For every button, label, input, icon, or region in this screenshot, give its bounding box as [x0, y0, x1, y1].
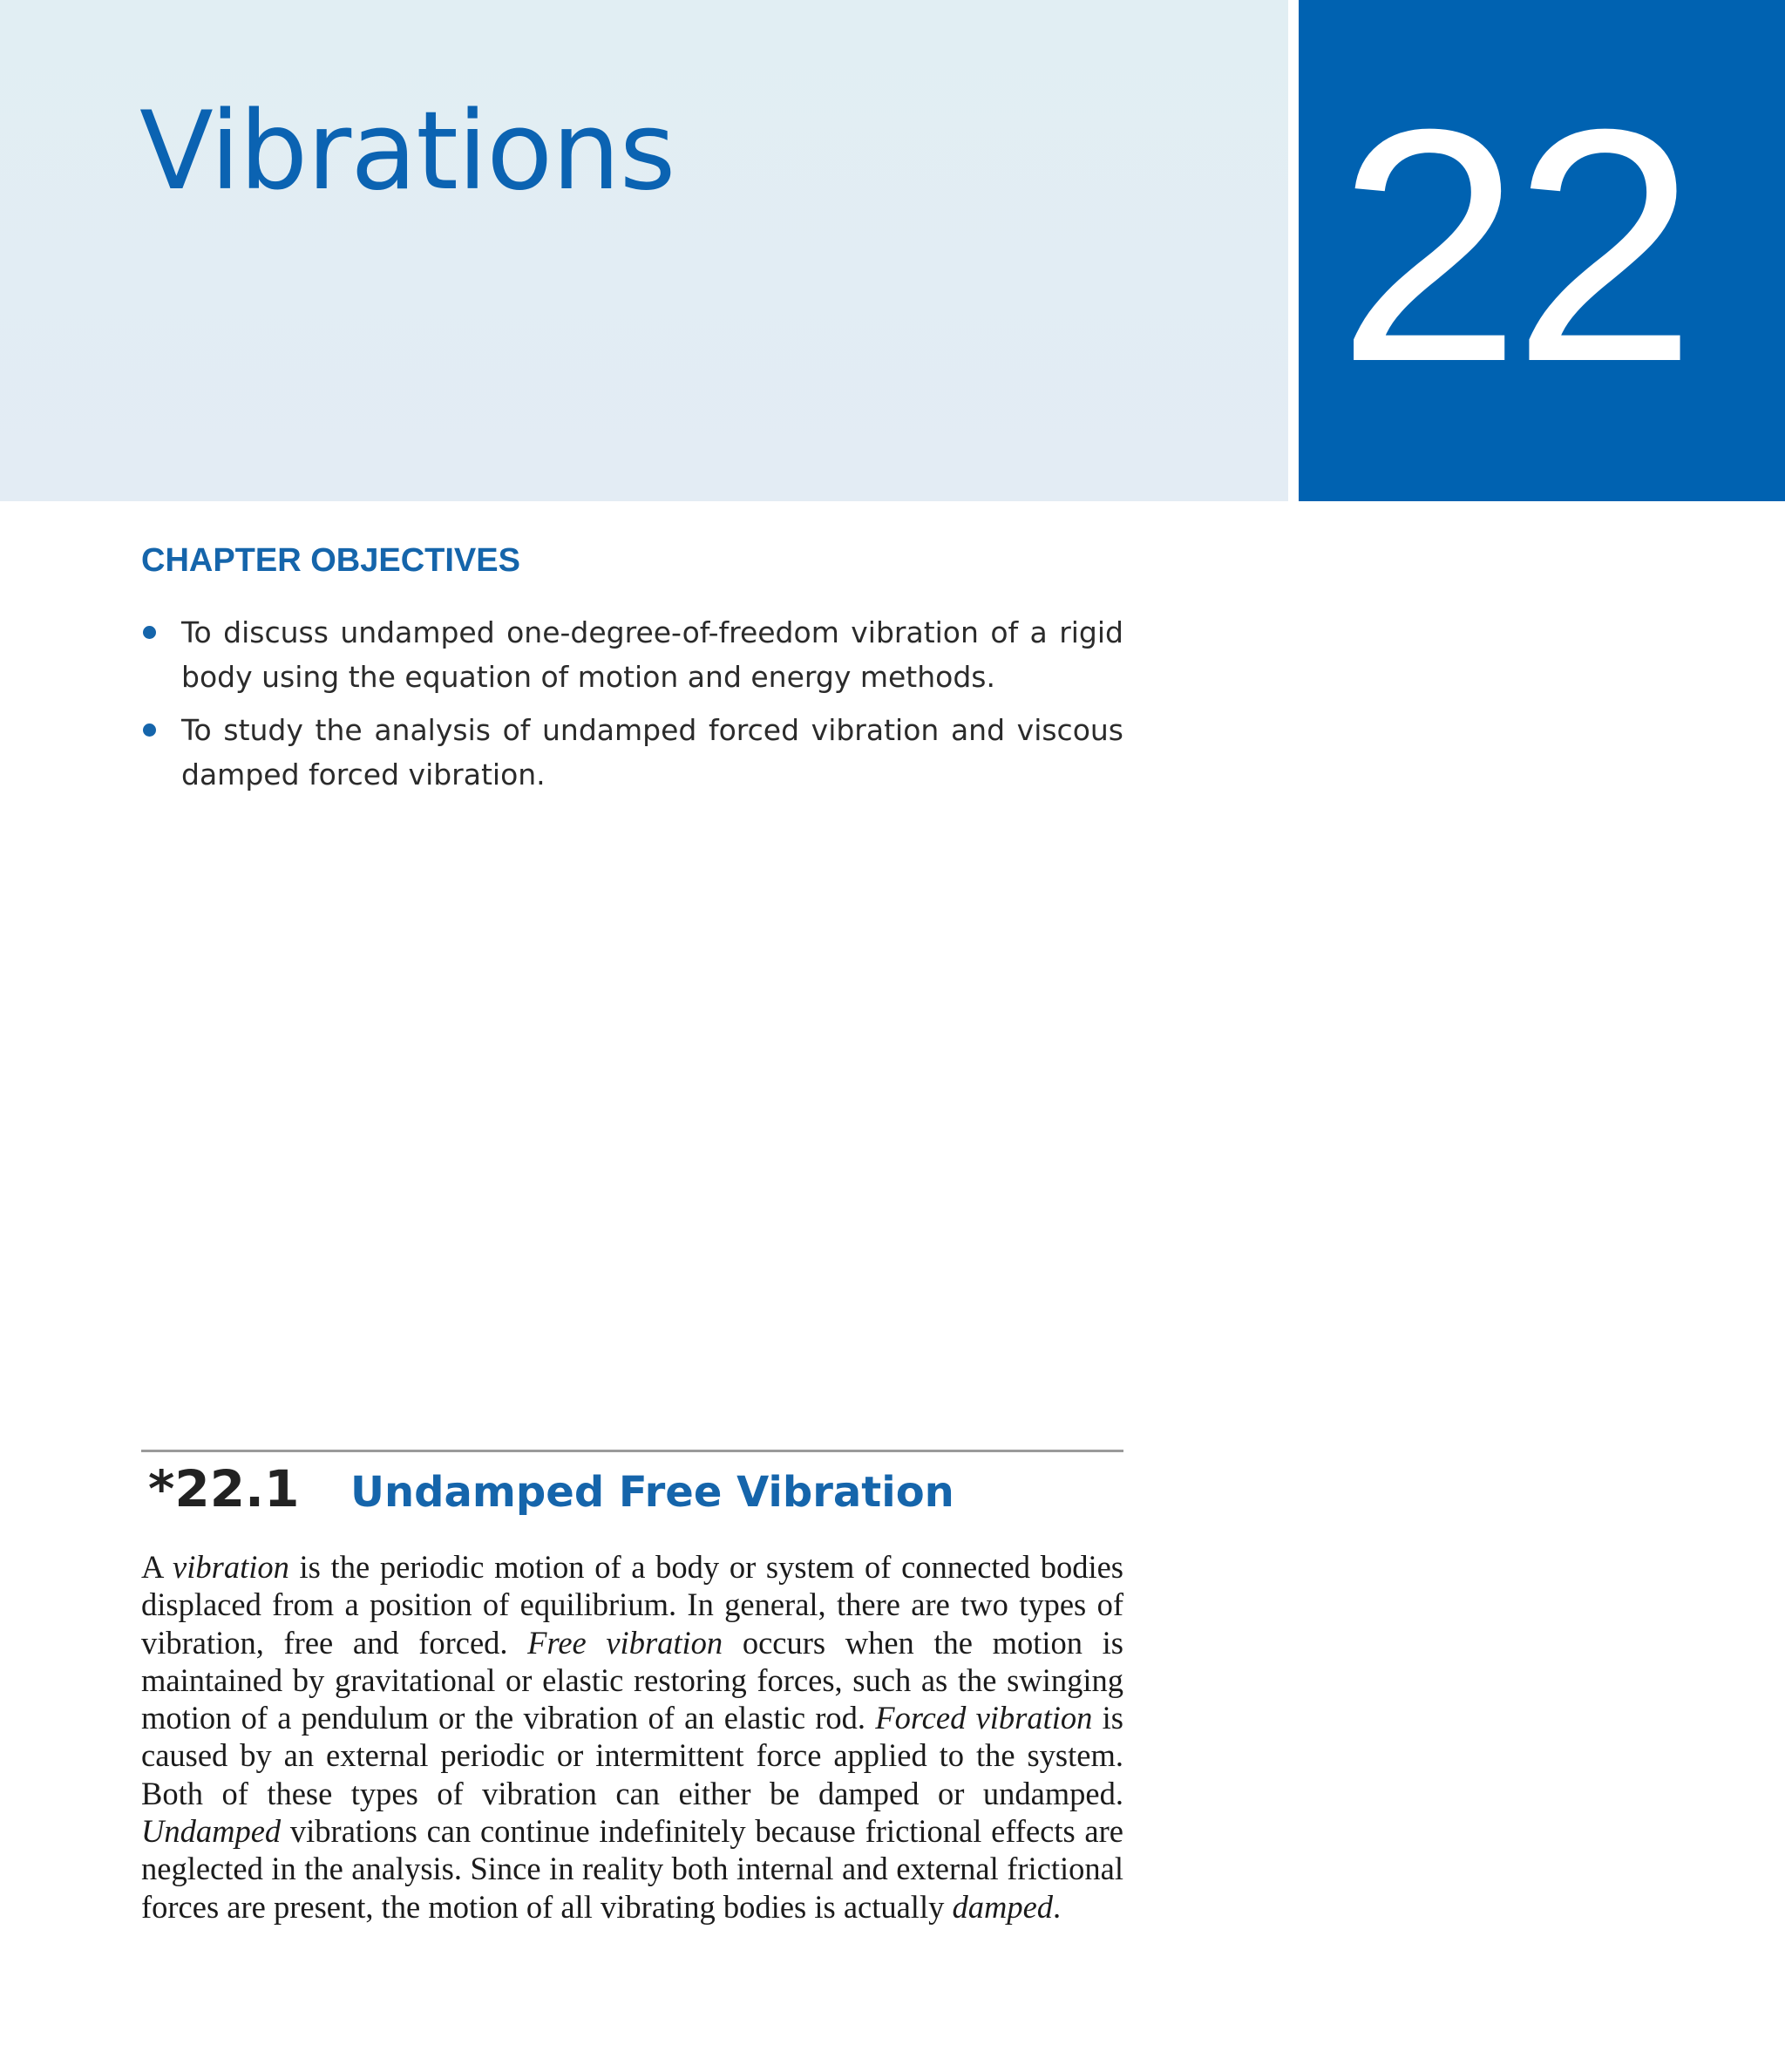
bullet-dot-icon: [143, 626, 156, 639]
term-undamped: Undamped: [141, 1813, 282, 1850]
term-free-vibration: Free vibration: [527, 1624, 723, 1661]
term-damped: damped: [952, 1888, 1054, 1925]
objectives-heading: CHAPTER OBJECTIVES: [141, 542, 520, 579]
chapter-title-band: [0, 0, 1288, 501]
objectives-list: [141, 610, 1123, 805]
chapter-number: 22: [1337, 60, 1688, 431]
body-text-run: vibrations can continue indefinitely because frictional effects are neglected in the analysis. Since in reality both internal and external frictional forces are present, the motion of all vibrating bodies is actually: [141, 1813, 1123, 1925]
body-text-run: .: [1053, 1888, 1062, 1925]
section-divider: [141, 1450, 1123, 1452]
term-vibration: vibration: [173, 1549, 289, 1585]
term-forced-vibration: Forced vibration: [875, 1700, 1093, 1736]
body-text-run: occurs when the motion is maintained by gravitational or elastic restoring forces, such as the swinging motion of a pendulum or the vibration of an elastic rod.: [141, 1624, 1124, 1736]
objective-text: To study the analysis of undamped forced vibration and viscous damped forced vibration.: [181, 713, 1123, 791]
section-heading: [148, 1457, 1124, 1520]
objective-item: [141, 610, 1123, 699]
body-text-run: is the periodic motion of a body or system of connected bodies displaced from a position of equilibrium. In general, there are two types of vibration, free and forced.: [141, 1549, 1123, 1661]
objective-item: [141, 708, 1123, 797]
body-text-run: A: [141, 1549, 173, 1585]
body-text-run: is caused by an external periodic or intermittent force applied to the system. Both of these types of vibration can either be damped or undamped.: [141, 1700, 1123, 1811]
bullet-dot-icon: [143, 724, 156, 737]
chapter-title: Vibrations: [139, 89, 675, 214]
section-title: Undamped Free Vibration: [350, 1468, 954, 1517]
chapter-number-box: [1299, 0, 1785, 501]
section-body-paragraph: [141, 1548, 1123, 1926]
section-number: *22.1: [148, 1459, 300, 1518]
objective-text: To discuss undamped one-degree-of-freedom vibration of a rigid body using the equation of motion and energy methods.: [181, 615, 1123, 694]
